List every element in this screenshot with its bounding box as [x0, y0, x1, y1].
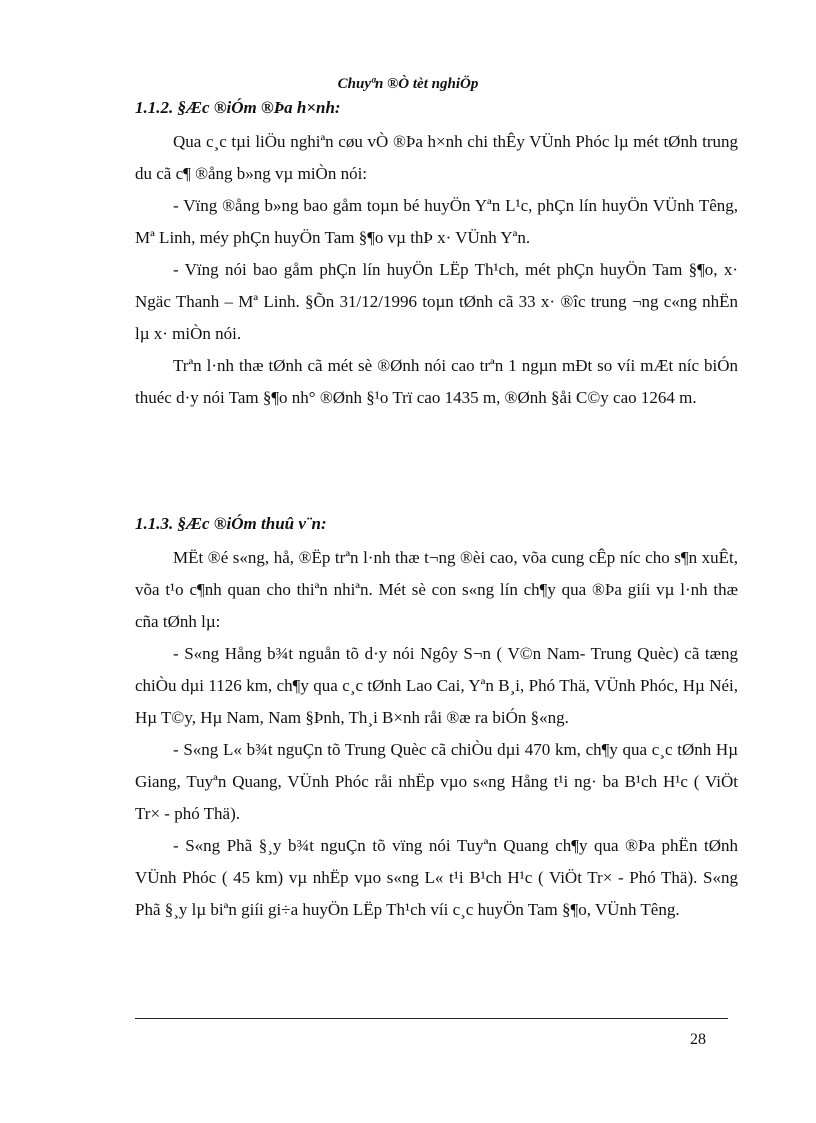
section-heading: 1.1.2. §Æc ®iÓm ®Þa h×nh:: [135, 98, 341, 117]
section-heading: 1.1.3. §Æc ®iÓm thuû v¨n:: [135, 514, 327, 533]
paragraph: Trªn l·nh thæ tØnh cã mét sè ®Ønh nói cao trªn 1 ngµn mÐt so víi mÆt níc biÓn thuéc d·y nói Tam §¶o nh° ®Ønh §¹o Trï cao 1435 m, ®Ønh §åi C©y cao 1264 m.: [135, 356, 738, 407]
footer-rule: [135, 1018, 728, 1019]
paragraph: - S«ng Hång b¾t nguån tõ d·y nói Ngôy S¬n ( V©n Nam- Trung Quèc) cã tæng chiÒu dµi 1126 km, ch¶y qua c¸c tØnh Lao Cai, Yªn B¸i, Phó Thä, VÜnh Phóc, Hµ Néi, Hµ T©y, Hµ Nam, Nam §Þnh, Th¸i B×nh råi ®æ ra biÓn §«ng.: [135, 644, 738, 727]
paragraph: - Vïng nói bao gåm phÇn lín huyÖn LËp Th¹ch, mét phÇn huyÖn Tam §¶o, x· Ngäc Thanh – Mª Linh. §Õn 31/12/1996 toµn tØnh cã 33 x· ®îc trung ¬ng c«ng nhËn lµ x· miÒn nói.: [135, 260, 738, 343]
paragraph: - S«ng L« b¾t nguÇn tõ Trung Quèc cã chiÒu dµi 470 km, ch¶y qua c¸c tØnh Hµ Giang, Tuyªn Quang, VÜnh Phóc råi nhËp vµo s«ng Hång t¹i ng· ba B¹ch H¹c ( ViÖt Tr× - phó Thä).: [135, 740, 738, 823]
running-header: Chuyªn ®Ò tèt nghiÖp: [337, 76, 479, 92]
paragraph: - S«ng Phã §¸y b¾t nguÇn tõ vïng nói Tuyªn Quang ch¶y qua ®Þa phËn tØnh VÜnh Phóc ( 45 km) vµ nhËp vµo s«ng L« t¹i B¹ch H¹c ( ViÖt Tr× - Phó Thä). S«ng Phã §¸y lµ biªn giíi gi÷a huyÖn LËp Th¹ch víi c¸c huyÖn Tam §¶o, VÜnh Têng.: [135, 836, 738, 919]
paragraph: Qua c¸c tµi liÖu nghiªn cøu vÒ ®Þa h×nh chi thÊy VÜnh Phóc lµ mét tØnh trung du cã c¶ ®ång b»ng vµ miÒn nói:: [135, 132, 738, 183]
section-hydrology: [135, 512, 738, 926]
paragraph: - Vïng ®ång b»ng bao gåm toµn bé huyÖn Yªn L¹c, phÇn lín huyÖn VÜnh Têng, Mª Linh, méy phÇn huyÖn Tam §¶o vµ thÞ x· VÜnh Yªn.: [135, 196, 738, 247]
page-number: 28: [690, 1031, 706, 1048]
paragraph: MËt ®é s«ng, hå, ®Ëp trªn l·nh thæ t¬ng ®èi cao, võa cung cÊp níc cho s¶n xuÊt, võa t¹o c¶nh quan cho thiªn nhiªn. Mét sè con s«ng lín ch¶y qua ®Þa giíi vµ l·nh thæ cña tØnh lµ:: [135, 548, 738, 631]
section-terrain: [135, 96, 738, 414]
